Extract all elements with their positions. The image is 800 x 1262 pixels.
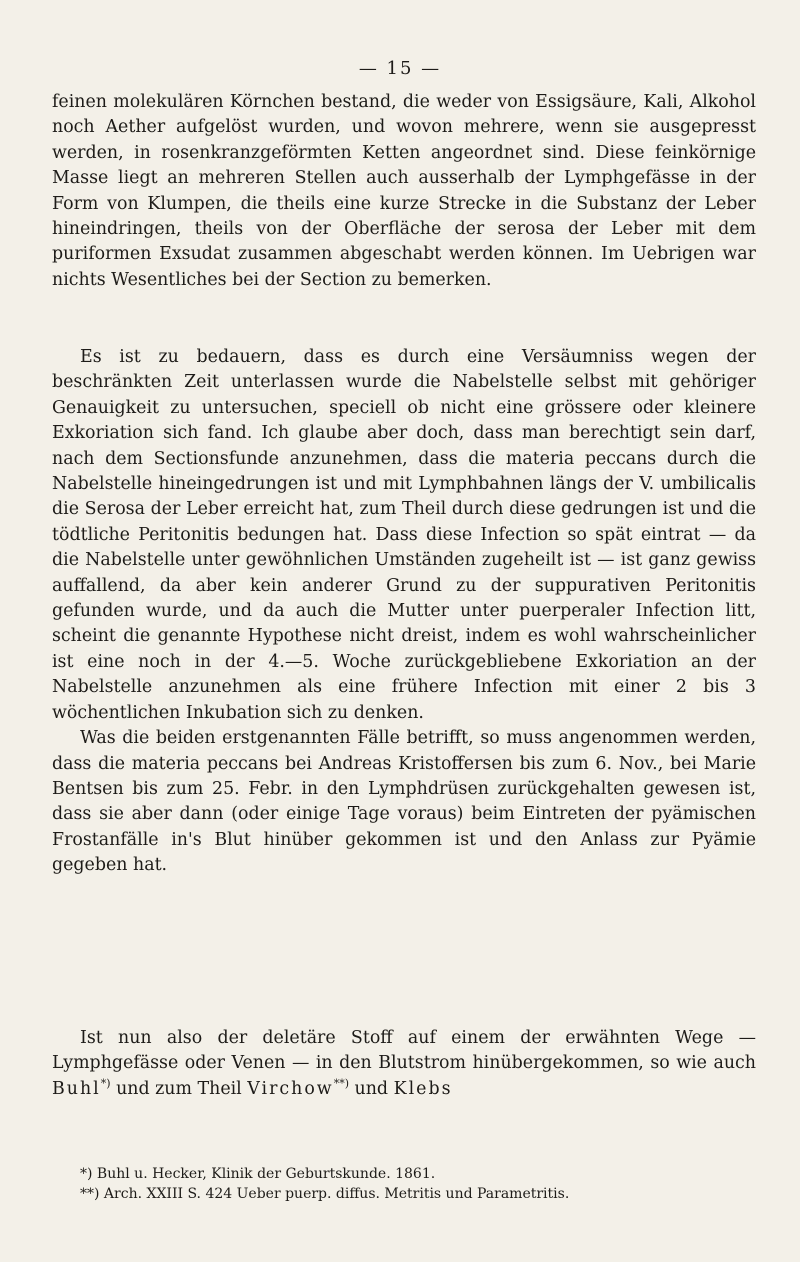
footnote-text: Buhl u. Hecker, Klinik der Geburtskunde. 1861. — [96, 1166, 436, 1182]
author-name-klebs: Klebs — [393, 1078, 453, 1099]
page-number: — 15 — — [358, 58, 442, 79]
footnote-marker: **) — [80, 1186, 100, 1202]
paragraph-text — [52, 1026, 756, 1102]
author-name-virchow: Virchow — [247, 1078, 334, 1099]
footnote-ref: *) — [100, 1077, 111, 1091]
paragraph-deletaere-stoff — [52, 1026, 756, 1102]
text-segment: und zum Theil — [110, 1078, 248, 1099]
footnotes — [52, 1164, 756, 1204]
paragraph-versaeumniss: Es ist zu bedauern, dass es durch eine Versäumniss wegen der beschränkten Zeit unterlassen wurde die Nabelstelle selbst mit gehöriger Genauigkeit zu untersuchen, speciell ob nicht eine grössere oder kleinere Exkoriation sich fand. Ich glaube aber doch, dass man berechtigt sein darf, nach dem Sectionsfunde anzunehmen, dass die materia peccans durch die Nabelstelle hineingedrungen ist und mit Lymphbahnen längs der V. umbilicalis die Serosa der Leber erreicht hat, zum Theil durch diese gedrungen ist und die tödtliche Peritonitis bedungen hat. Dass diese Infection so spät eintrat — da die Nabelstelle unter gewöhnlichen Umständen zugeheilt ist — ist ganz gewiss auffallend, da aber kein anderer Grund zu der suppurativen Peritonitis gefunden wurde, und da auch die Mutter unter puerperaler Infection litt, scheint die genannte Hypothese nicht dreist, indem es wohl wahrscheinlicher ist eine noch in der 4.—5. Woche zurückgebliebene Exkoriation an der Nabelstelle anzunehmen als eine frühere Infection mit einer 2 bis 3 wöchentlichen Inkubation sich zu denken. — [52, 347, 756, 723]
footnote-item — [52, 1164, 756, 1184]
footnote-item — [52, 1184, 756, 1204]
paragraph-erstgenannten-faelle: Was die beiden erstgenannten Fälle betrifft, so muss angenommen werden, dass die materia peccans bei Andreas Kristoffersen bis zum 6. Nov., bei Marie Bentsen bis zum 25. Febr. in den Lymphdrüsen zurückgehalten gewesen ist, dass sie aber dann (oder einige Tage voraus) beim Eintreten der pyämischen Frostanfälle in's Blut hinüber gekommen ist und den Anlass zur Pyämie gegeben hat. — [52, 728, 756, 876]
footnote-marker: *) — [80, 1166, 93, 1182]
text-segment: und — [349, 1078, 394, 1099]
footnote-text: Arch. XXIII S. 424 Ueber puerp. diffus. Metritis und Parametritis. — [103, 1186, 570, 1202]
paragraph-group — [52, 345, 756, 879]
paragraph-continued — [52, 90, 756, 293]
text-segment: Ist nun also der deletäre Stoff auf einem der erwähnten Wege — Lymphgefässe oder Venen — in den Blutstrom hinübergekommen, so wie auch — [52, 1028, 756, 1074]
paragraph-text: feinen molekulären Körnchen bestand, die weder von Essigsäure, Kali, Alkohol noch Aether aufgelöst wurden, und wovon mehrere, wenn sie ausgepresst werden, in rosenkranzgeförmten Ketten angeordnet sind. Diese feinkörnige Masse liegt an mehreren Stellen auch ausserhalb der Lymphgefässe in der Form von Klumpen, die theils eine kurze Strecke in die Substanz der Leber hineindringen, theils von der Oberfläche der serosa der Leber mit dem puriformen Exsudat zusammen abgeschabt werden können. Im Uebrigen war nichts Wesentliches bei der Section zu bemerken. — [52, 92, 756, 290]
author-name-buhl: Buhl — [52, 1078, 101, 1099]
footnote-ref: **) — [333, 1077, 349, 1091]
